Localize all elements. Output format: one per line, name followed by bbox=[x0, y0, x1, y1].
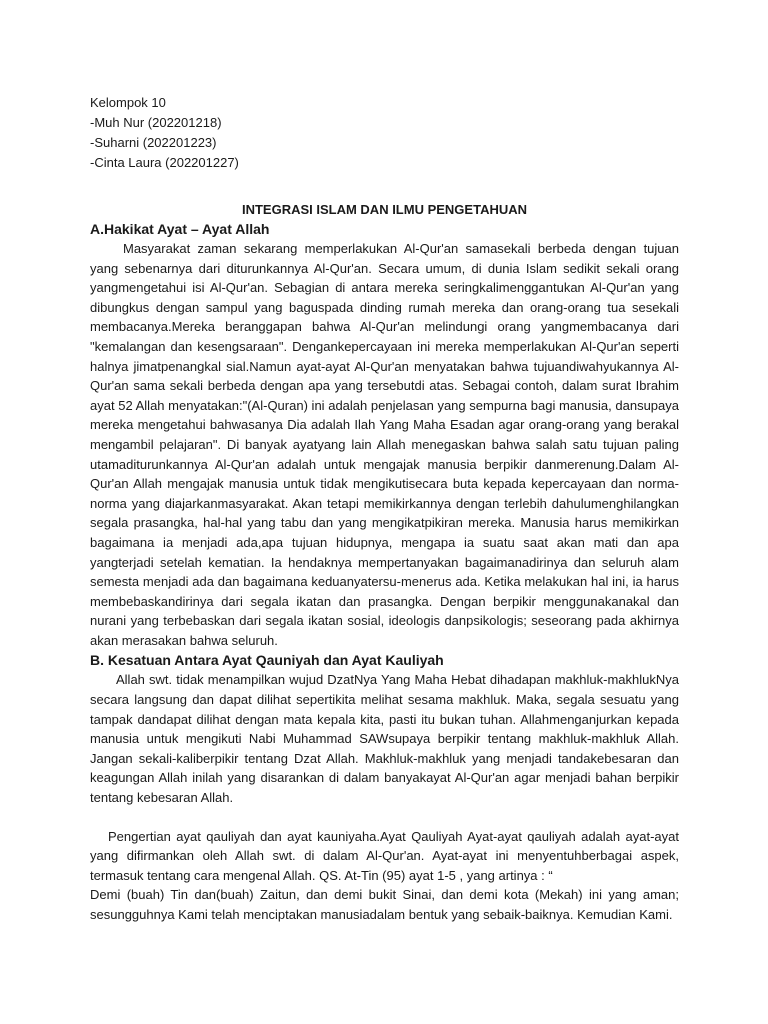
section-b-paragraph-2: Pengertian ayat qauliyah dan ayat kauniyaha.Ayat Qauliyah Ayat-ayat qauliyah adalah ayat-ayat yang difirmankan oleh Allah swt. di dalam Al-Qur'an. Ayat-ayat ini menyentuhberbagai aspek, termasuk tentang cara mengenal Allah. QS. At-Tin (95) ayat 1-5 , yang artinya : “ bbox=[90, 828, 679, 883]
section-a-paragraph: Masyarakat zaman sekarang memperlakukan Al-Qur'an samasekali berbeda dengan tujuan yang sebenarnya dari diturunkannya Al-Qur'an. Secara umum, di dunia Islam sedikit sekali orang yangmengetahui isi Al-Qur'an. Sebagian di antara mereka seringkalimenggantukan Al-Qur'an yang dibungkus dengan sampul yang baguspada dinding rumah mereka dan orang-orang tua sesekali membacanya.Mereka beranggapan bahwa Al-Qur'an melindungi orang yangmembacanya dari "kemalangan dan kesengsaraan". Dengankepercayaan ini mereka memperlakukan Al-Qur'an seperti halnya jimatpenangkal sial.Namun ayat-ayat Al-Qur'an menyatakan bahwa tujuandiwahyukannya Al-Qur'an sama sekali berbeda dengan apa yang tersebutdi atas. Sebagai contoh, dalam surat Ibrahim ayat 52 Allah menyatakan:"(Al-Quran) ini adalah penjelasan yang sempurna bagi manusia, dansupaya mereka mengetahui bahwasanya Dia adalah Ilah Yang Maha Esadan agar orang-orang yang berakal mengambil pelajaran". Di banyak ayatyang lain Allah menegaskan bahwa salah satu tujuan paling utamaditurunkannya Al-Qur'an adalah untuk mengajak manusia berpikir danmerenung.Dalam Al-Qur'an Allah mengajak manusia untuk tidak mengikutisecara buta kepada kepercayaan dan norma-norma yang diajarkanmasyarakat. Akan tetapi memikirkannya dengan terlebih dahulumenghilangkan segala prasangka, hal-hal yang tabu dan yang mengikatpikiran mereka. Manusia harus memikirkan bagaimana ia menjadi ada,apa tujuan hidupnya, mengapa ia suatu saat akan mati dan apa yangterjadi setelah kematian. Ia hendaknya mempertanyakan bagaimanadirinya dan seluruh alam semesta menjadi ada dan bagaimana keduanyatersu-menerus ada. Ketika melakukan hal ini, ia harus membebaskandirinya dari segala ikatan dan prasangka. Dengan berpikir menggunakanakal dan nurani yang terbebaskan dari segala ikatan sosial, ideologis danpsikologis; seseorang pada akhirnya akan merasakan bahwa seluruh. bbox=[90, 241, 679, 648]
section-b-paragraph-1: Allah swt. tidak menampilkan wujud DzatNya Yang Maha Hebat dihadapan makhluk-makhlukNya secara langsung dan dapat dilihat sepertikita melihat sesama makhluk. Maka, segala sesuatu yang tampak dandapat dilihat dengan mata kepala kita, pasti itu bukan tuhan. Allahmenganjurkan kepada manusia untuk mengikuti Nabi Muhammad SAWsupaya berpikir tentang makhluk-makhluk Allah. Jangan sekali-kaliberpikir tentang Dzat Allah. Makhluk-makhluk yang menjadi tandakebesaran dan keagungan Allah inilah yang disarankan di dalam banyakayat Al-Qur'an agar menjadi bahan berpikir tentang kebesaran Allah. bbox=[90, 672, 679, 806]
section-b-paragraph-3: Demi (buah) Tin dan(buah) Zaitun, dan demi bukit Sinai, dan demi kota (Mekah) ini yang aman; sesungguhnya Kami telah menciptakan manusiadalam bentuk yang sebaik-baiknya. Kemudian Kami. bbox=[90, 887, 679, 922]
member-2: -Suharni (202201223) bbox=[90, 135, 217, 150]
member-1: -Muh Nur (202201218) bbox=[90, 115, 222, 130]
document-page bbox=[90, 93, 679, 925]
document-title: INTEGRASI ISLAM DAN ILMU PENGETAHUAN bbox=[241, 202, 528, 217]
group-name: Kelompok 10 bbox=[90, 95, 166, 110]
section-a-heading: A.Hakikat Ayat – Ayat Allah bbox=[90, 221, 270, 237]
member-3: -Cinta Laura (202201227) bbox=[90, 155, 239, 170]
section-b-heading: B. Kesatuan Antara Ayat Qauniyah dan Ayat Kauliyah bbox=[90, 652, 444, 669]
